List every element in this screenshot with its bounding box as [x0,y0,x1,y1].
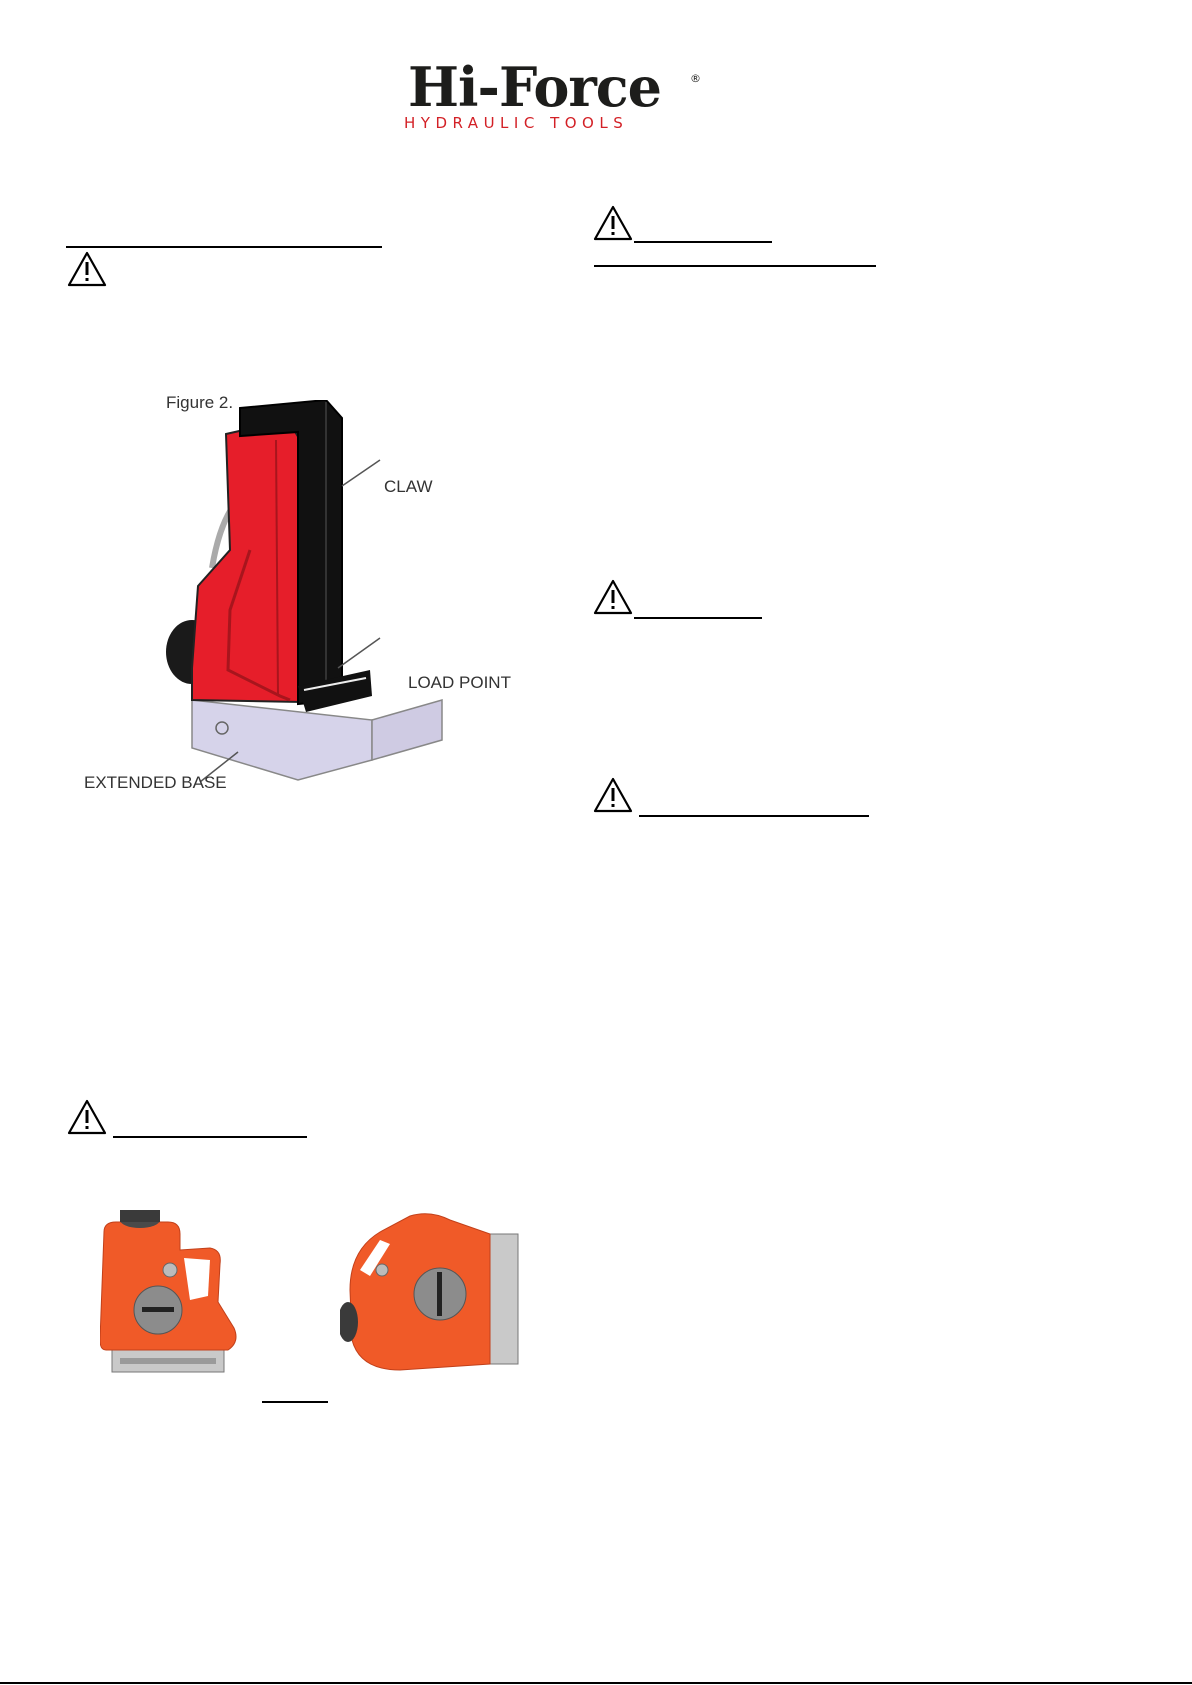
product-photo-side [340,1210,520,1380]
label-extended-base: EXTENDED BASE [84,773,227,792]
warning-triangle-icon [592,776,634,814]
section-heading-underline [634,617,762,619]
section-heading-underline [66,246,382,248]
section-heading-underline [634,241,772,243]
logo-registered-mark: ® [690,72,701,85]
label-load-point: LOAD POINT [408,673,511,692]
extended-base [192,700,372,780]
warning-triangle-icon [66,250,108,288]
logo-wordmark: Hi-Force [408,55,662,119]
product-photo-upright [100,1210,250,1376]
section-heading-underline [594,265,876,267]
warning-triangle-icon [592,204,634,242]
warning-triangle-icon [592,578,634,616]
logo-tagline: HYDRAULIC TOOLS [404,114,629,132]
figure-2-jack-drawing [80,400,500,820]
section-heading-underline [639,815,869,817]
caption-underline [262,1401,328,1403]
section-heading-underline [113,1136,307,1138]
warning-triangle-icon [66,1098,108,1136]
page-bottom-rule [0,1682,1192,1684]
figure-caption: Figure 2. [166,393,234,412]
label-claw: CLAW [384,477,433,496]
